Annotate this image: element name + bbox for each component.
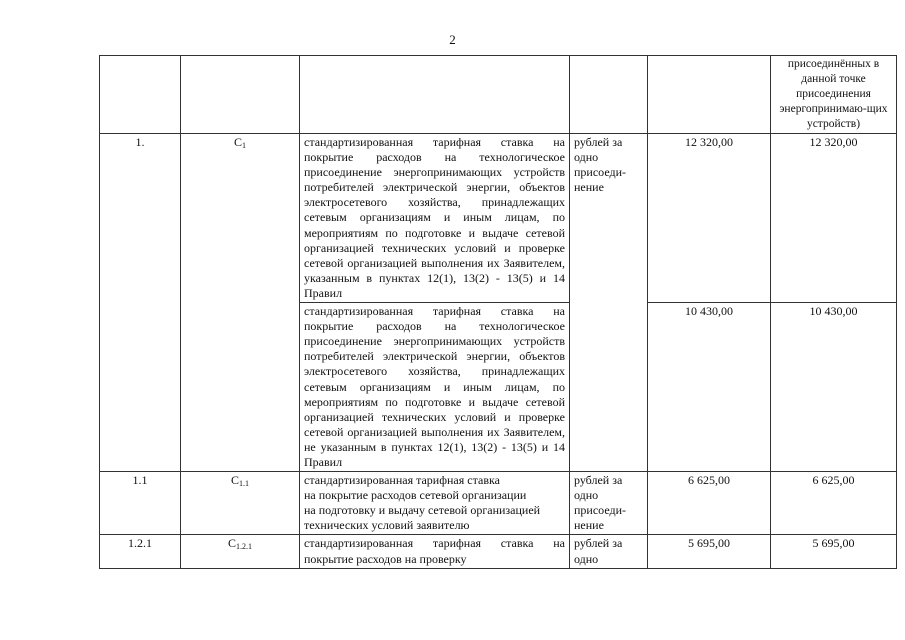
table-row bbox=[100, 472, 897, 535]
rate-description: стандартизированная тарифная ставка на покрытие расходов на технологическое присоединение энергопринимающих устройств потребителей электрической энергии, объектов электросетевого хозяйства, принадлежащих сетевым организациям и иным лицам, по мероприятиям по подготовке и выдаче сетевой организацией технических условий и проверке сетевой организацией выполнения их Заявителем, указанным в пунктах 12(1), 13(2) - 13(5) и 14 Правил bbox=[300, 134, 570, 303]
row-number: 1. bbox=[100, 134, 181, 472]
unit-cell: рублей за одно bbox=[570, 535, 648, 568]
rate-code: $C_{1.2.1}$ bbox=[181, 535, 300, 568]
header-cell bbox=[100, 56, 181, 134]
rate-description: стандартизированная тарифная ставка на покрытие расходов на проверку bbox=[300, 535, 570, 568]
unit-cell: рублей за одно присоеди- нение bbox=[570, 472, 648, 535]
value-cell: 5 695,00 bbox=[771, 535, 897, 568]
description-line: технических условий заявителю bbox=[304, 518, 470, 533]
value-cell: 12 320,00 bbox=[648, 134, 771, 303]
value-cell: 6 625,00 bbox=[771, 472, 897, 535]
rate-description bbox=[300, 472, 570, 535]
table-row bbox=[100, 134, 897, 303]
header-cell bbox=[300, 56, 570, 134]
header-cell bbox=[648, 56, 771, 134]
description-line: стандартизированная тарифная ставка bbox=[304, 473, 500, 488]
value-cell: 5 695,00 bbox=[648, 535, 771, 568]
table-header-row bbox=[100, 56, 897, 134]
value-cell: 6 625,00 bbox=[648, 472, 771, 535]
unit-cell: рублей за одно присоеди- нение bbox=[570, 134, 648, 472]
description-line: на подготовку и выдачу сетевой организацией bbox=[304, 503, 541, 518]
rate-code: $C_1$ bbox=[181, 134, 300, 472]
row-number: 1.1 bbox=[100, 472, 181, 535]
row-number: 1.2.1 bbox=[100, 535, 181, 568]
header-cell bbox=[570, 56, 648, 134]
header-note: присоединённых в данной точке присоединения энергопринимаю-щих устройств) bbox=[771, 56, 897, 134]
tariff-table bbox=[99, 55, 897, 569]
value-cell: 10 430,00 bbox=[648, 303, 771, 472]
header-cell bbox=[181, 56, 300, 134]
rate-description: стандартизированная тарифная ставка на покрытие расходов на технологическое присоединение энергопринимающих устройств потребителей электрической энергии, объектов электросетевого хозяйства, принадлежащих сетевым организациям и иным лицам, по мероприятиям по подготовке и выдаче сетевой организацией технических условий и проверке сетевой организацией выполнения их Заявителем, не указанным в пунктах 12(1), 13(2) - 13(5) и 14 Правил bbox=[300, 303, 570, 472]
description-line: на покрытие расходов сетевой организации bbox=[304, 488, 527, 503]
rate-code: $C_{1.1}$ bbox=[181, 472, 300, 535]
page-number: 2 bbox=[449, 32, 456, 47]
value-cell: 12 320,00 bbox=[771, 134, 897, 303]
value-cell: 10 430,00 bbox=[771, 303, 897, 472]
table-row bbox=[100, 535, 897, 568]
